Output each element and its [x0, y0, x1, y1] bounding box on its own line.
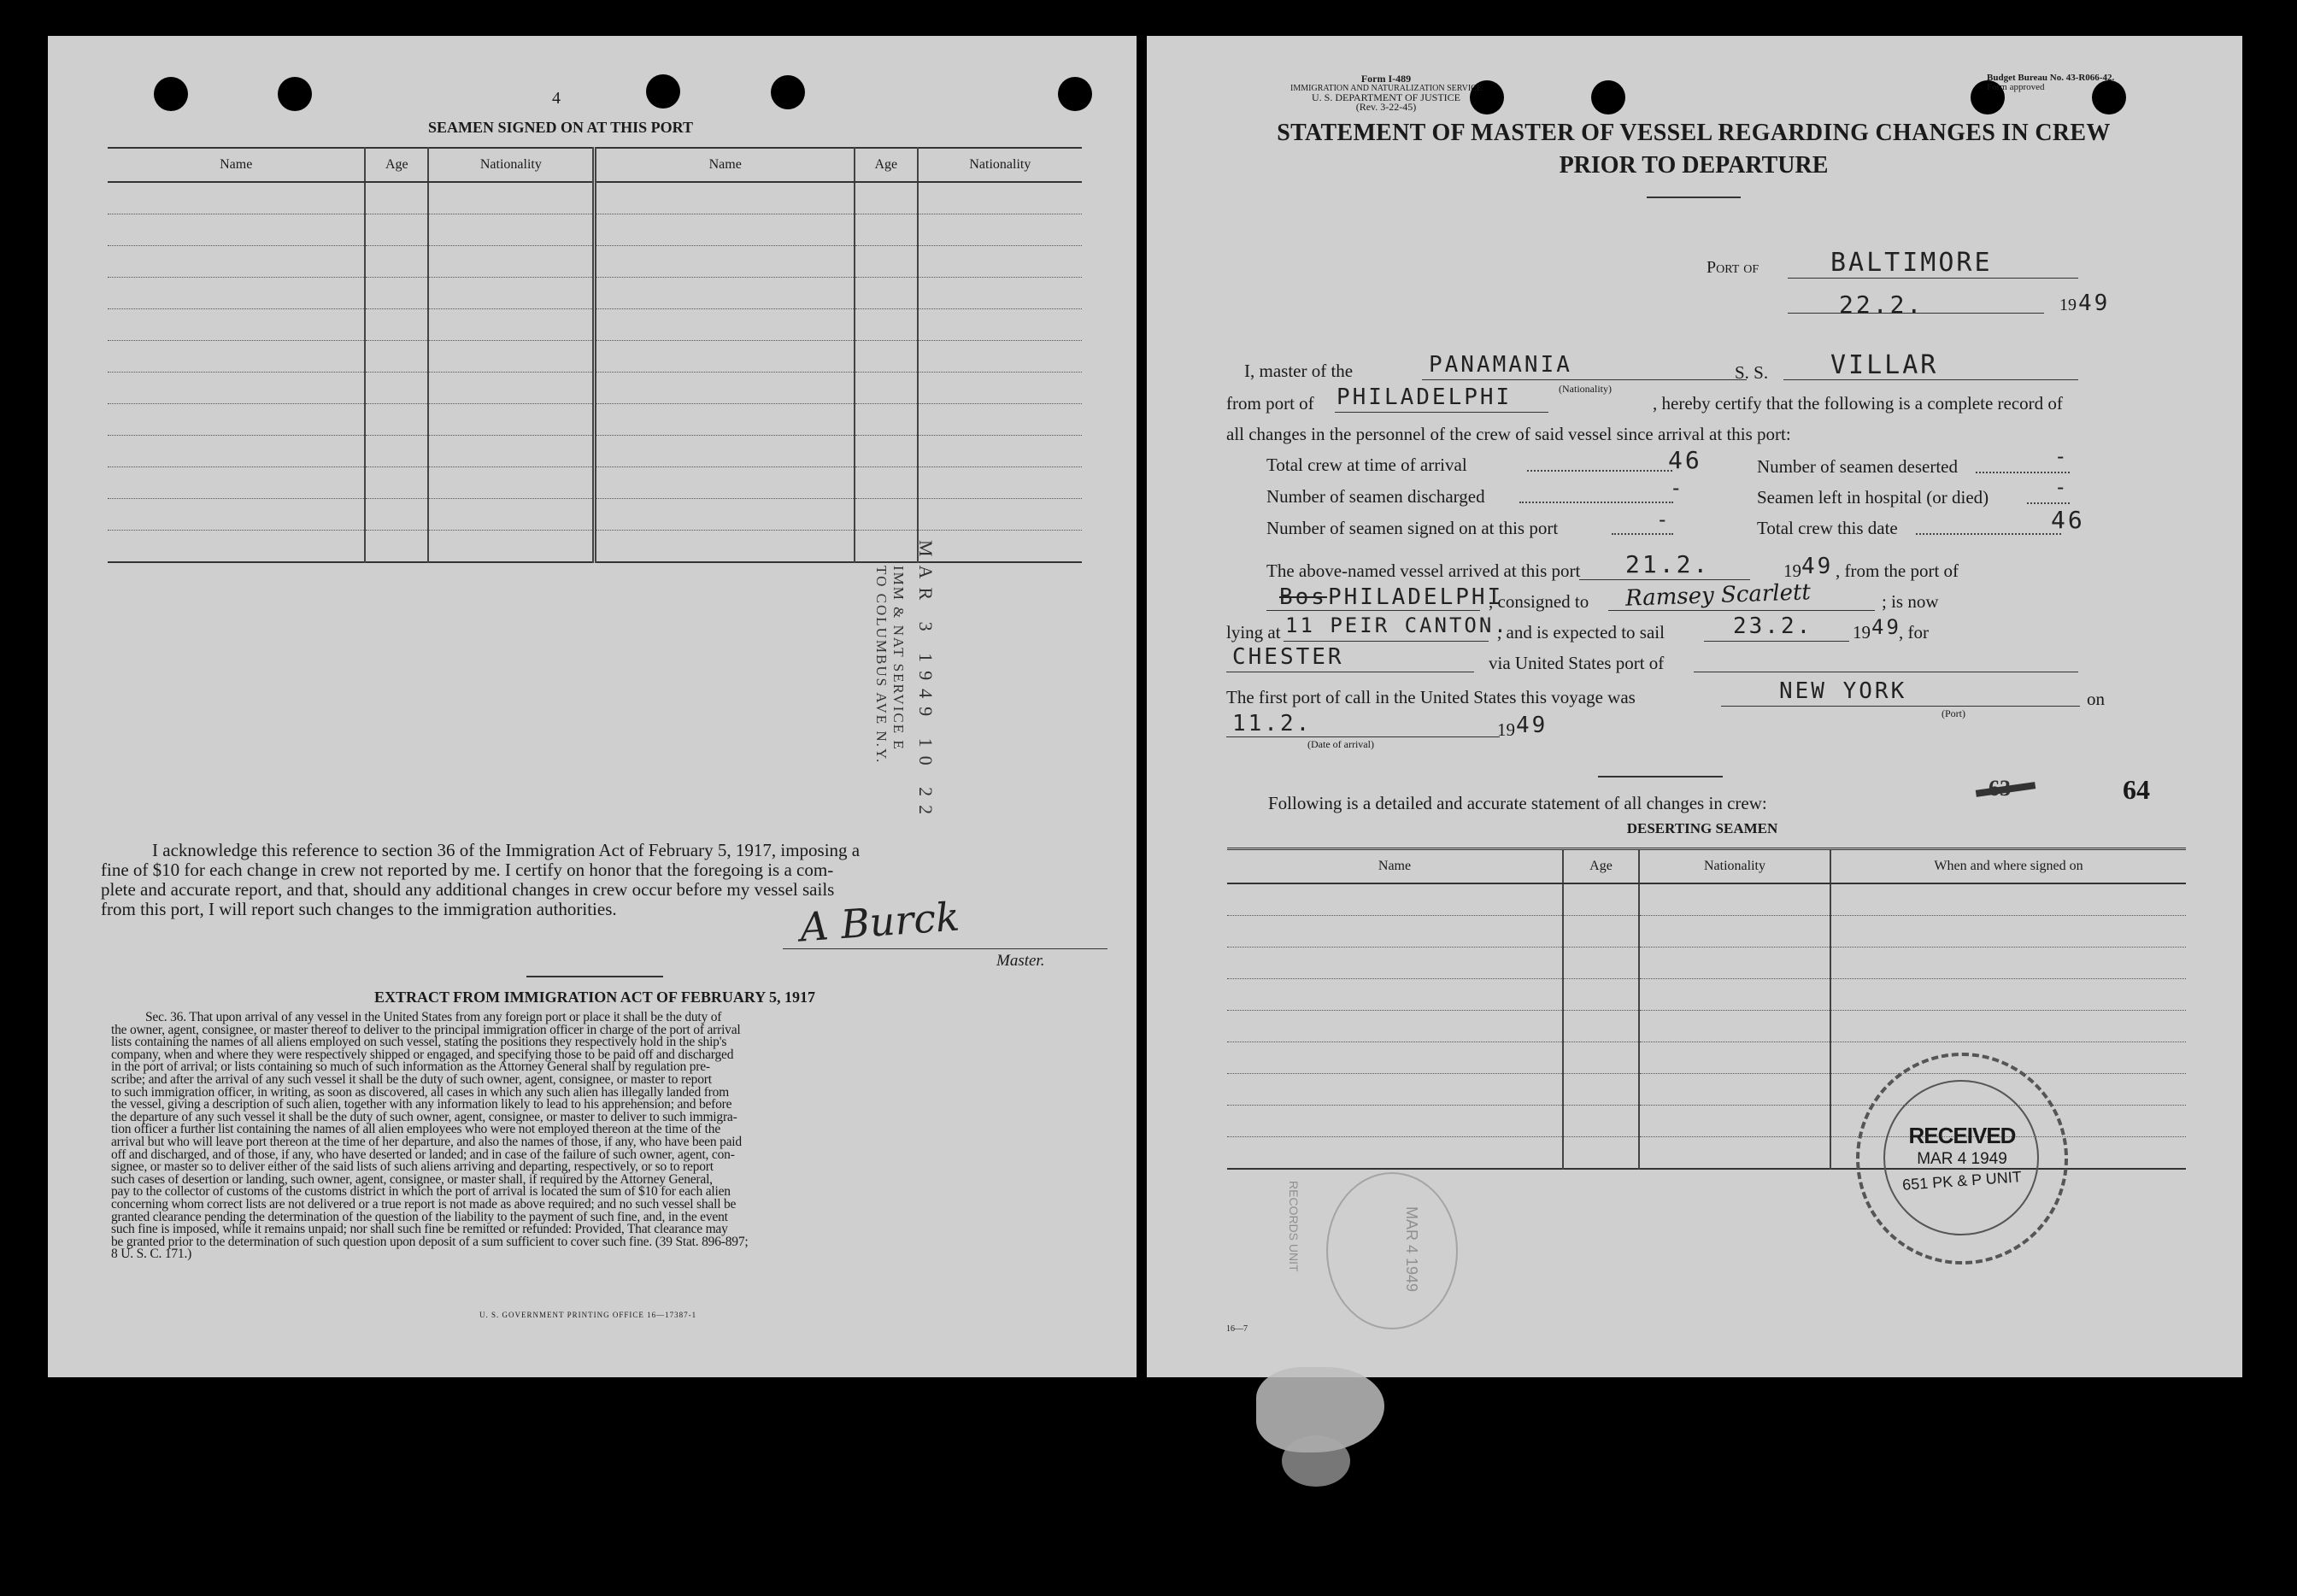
punch-hole	[1591, 80, 1625, 114]
table-cell	[1227, 1011, 1563, 1042]
table-cell	[428, 531, 595, 563]
table-cell	[918, 467, 1082, 499]
table-row	[108, 436, 1082, 467]
extract-line: such fine is imposed, while it remains unpaid; nor shall such fine be remitted or refunded: Provided, That clearance may	[111, 1222, 728, 1237]
table-cell	[1227, 948, 1563, 979]
table-cell	[428, 309, 595, 341]
extract-body	[111, 1012, 1097, 1261]
table-cell	[108, 214, 365, 246]
seamen-signed-table	[108, 147, 1082, 563]
table-cell	[918, 436, 1082, 467]
right-page	[1147, 36, 2242, 1377]
port-caption: (Port)	[1942, 707, 1965, 719]
vertical-stamp-date: MAR 3 1949 10 22	[915, 540, 937, 824]
extract-line: pay to the collector of customs of the customs district in which the port of arrival is located the sum of $10 for each alien	[111, 1184, 731, 1200]
table-cell	[108, 278, 365, 309]
sail-year: 49	[1871, 615, 1901, 639]
extract-line: company, when and where they were respectively shipped or engaged, and specifying those to be paid off and discharged	[111, 1047, 734, 1062]
table-cell	[1639, 1074, 1830, 1106]
table-cell	[855, 182, 918, 214]
arrived-value: 21.2.	[1625, 550, 1711, 578]
table-cell	[595, 404, 855, 436]
following-text: Following is a detailed and accurate statement of all changes in crew:	[1268, 793, 1767, 813]
punch-hole	[154, 77, 188, 111]
table-row	[1227, 883, 2186, 916]
on-label: on	[2087, 689, 2105, 709]
nationality-caption: (Nationality)	[1559, 383, 1612, 395]
ss-label: S. S.	[1735, 362, 1769, 383]
table-cell	[428, 467, 595, 499]
first-date-line	[1226, 736, 1500, 737]
table-row	[108, 404, 1082, 436]
faint-stamp	[1258, 1164, 1480, 1335]
is-now-label: ; is now	[1882, 591, 1939, 612]
faint-stamp-unit: RECORDS UNIT	[1287, 1181, 1301, 1272]
table-cell	[1639, 1106, 1830, 1137]
punch-hole	[771, 75, 805, 109]
table-cell	[855, 436, 918, 467]
for-label: , for	[1899, 622, 1929, 643]
table-cell	[108, 309, 365, 341]
ack-line: fine of $10 for each change in crew not reported by me. I certify on honor that the foregoing is a com-	[101, 860, 834, 880]
certify-text: , hereby certify that the following is a complete record of	[1653, 393, 2063, 414]
table-cell	[365, 309, 428, 341]
table-row	[108, 214, 1082, 246]
table-cell	[595, 214, 855, 246]
table-cell	[595, 309, 855, 341]
table-cell	[855, 499, 918, 531]
table-cell	[855, 309, 918, 341]
first-date-value: 11.2.	[1232, 711, 1313, 736]
table-cell	[1563, 1042, 1639, 1074]
table-row	[1227, 1011, 2186, 1042]
col-age: Age	[855, 148, 918, 182]
stamp-date: MAR 4 1949	[1917, 1150, 2007, 1168]
table-cell	[1563, 883, 1639, 916]
col-name: Name	[108, 148, 365, 182]
table-cell	[1563, 948, 1639, 979]
punch-hole	[1058, 77, 1092, 111]
signature-line	[783, 948, 1107, 949]
table-row	[108, 467, 1082, 499]
table-cell	[595, 278, 855, 309]
arrived-year: 49	[1801, 554, 1834, 579]
consigned-label: , consigned to	[1489, 591, 1589, 612]
form-header	[1232, 74, 1540, 112]
table-cell	[108, 467, 365, 499]
table-cell	[1227, 1074, 1563, 1106]
year-prefix: 19	[2059, 296, 2077, 314]
from-port-value: PHILADELPHI	[1336, 384, 1513, 410]
table-cell	[1227, 883, 1563, 916]
master-label: Master.	[996, 952, 1045, 970]
stat-value: -	[1670, 476, 1685, 500]
col-name: Name	[595, 148, 855, 182]
table-cell	[918, 246, 1082, 278]
table-cell	[108, 404, 365, 436]
form-title: STATEMENT OF MASTER OF VESSEL REGARDING CHANGES IN CREW	[1277, 120, 2111, 146]
table-cell	[855, 214, 918, 246]
divider	[526, 976, 663, 977]
stat-label: Total crew this date	[1757, 518, 1898, 538]
table-cell	[1563, 1137, 1639, 1170]
from-port-label: from port of	[1226, 393, 1314, 414]
stamp-received: RECEIVED	[1908, 1123, 2016, 1148]
expected-label: , and is expected to sail	[1497, 622, 1665, 643]
table-cell	[428, 182, 595, 214]
table-row	[108, 246, 1082, 278]
table-cell	[428, 373, 595, 404]
table-cell	[918, 341, 1082, 373]
leader-dots	[1976, 472, 2070, 473]
stat-label: Number of seamen discharged	[1266, 486, 1485, 507]
table-cell	[855, 246, 918, 278]
table-cell	[1227, 1042, 1563, 1074]
table-cell	[365, 278, 428, 309]
table-cell	[108, 373, 365, 404]
leader-dots	[2027, 502, 2070, 504]
table-row	[108, 309, 1082, 341]
table-cell	[1639, 916, 1830, 948]
port-value: BALTIMORE	[1830, 248, 1993, 278]
table-cell	[595, 436, 855, 467]
table-cell	[1639, 979, 1830, 1011]
table-cell	[428, 436, 595, 467]
year-value: 49	[2078, 290, 2111, 316]
from-the-port-label: , from the port of	[1836, 560, 1959, 581]
date-caption: (Date of arrival)	[1307, 738, 1374, 750]
nationality-line	[1422, 379, 1747, 380]
table-cell	[365, 436, 428, 467]
page-number: 4	[552, 89, 561, 108]
table-row	[1227, 979, 2186, 1011]
table-cell	[1830, 948, 2186, 979]
table-cell	[365, 182, 428, 214]
extract-line: the departure of any such vessel it shall be the duty of such owner, agent, consignee, or master to deliver to such immigra-	[111, 1109, 737, 1124]
table-cell	[1639, 1042, 1830, 1074]
table-cell	[365, 246, 428, 278]
stamp-line: IMM & NAT SERVICE E	[890, 566, 907, 751]
col-age: Age	[365, 148, 428, 182]
divider	[1647, 197, 1741, 198]
all-changes-text: all changes in the personnel of the crew of said vessel since arrival at this port:	[1226, 424, 1791, 444]
nationality-value: PANAMANIA	[1429, 352, 1572, 378]
master-of-label: I, master of the	[1244, 361, 1354, 381]
master-signature: A Burck	[798, 893, 961, 951]
leader-dots	[1612, 533, 1673, 535]
stat-label: Seamen left in hospital (or died)	[1757, 487, 1989, 508]
extract-line: granted clearance pending the determination of the question of the liability to the payment of such fine, and, in the event	[111, 1209, 728, 1224]
table-cell	[1639, 1137, 1830, 1170]
table-cell	[428, 499, 595, 531]
stat-value: -	[2054, 444, 2070, 468]
col-age: Age	[1563, 849, 1639, 884]
table-cell	[918, 309, 1082, 341]
table-cell	[428, 278, 595, 309]
first-port-label: The first port of call in the United States this voyage was	[1226, 687, 1636, 707]
extract-line: tion officer a further list containing the names of all alien employees who were not employed thereon at the time of the	[111, 1122, 721, 1137]
stamp-line: TO COLUMBUS AVE N.Y.	[873, 566, 890, 765]
col-signed-on: When and where signed on	[1830, 849, 2186, 884]
col-name: Name	[1227, 849, 1563, 884]
table-cell	[428, 246, 595, 278]
extract-line: concerning whom correct lists are not delivered or a true report is not made as above required; and no such vessel shall be	[111, 1196, 737, 1212]
extract-line: off and discharged, and of those, if any, who have deserted or landed; and in case of the failure of such owner, agent, con-	[111, 1147, 735, 1162]
stat-value: 46	[2051, 506, 2085, 534]
punch-hole	[646, 74, 680, 109]
table-cell	[1563, 1074, 1639, 1106]
via-label: via United States port of	[1489, 653, 1665, 673]
table-cell	[855, 278, 918, 309]
table-cell	[108, 246, 365, 278]
table-cell	[1830, 979, 2186, 1011]
destination-value: CHESTER	[1232, 644, 1344, 670]
table-cell	[855, 373, 918, 404]
budget-number: Budget Bureau No. 43-R066-42.	[1987, 73, 2115, 83]
vertical-stamp	[872, 566, 907, 764]
section-title: SEAMEN SIGNED ON AT THIS PORT	[428, 119, 693, 136]
left-page	[48, 36, 1137, 1377]
lying-at-label: lying at	[1226, 622, 1281, 643]
table-cell	[365, 467, 428, 499]
table-row	[108, 373, 1082, 404]
table-row	[108, 182, 1082, 214]
port-line	[1788, 278, 2078, 279]
table-cell	[365, 531, 428, 563]
table-cell	[1563, 1011, 1639, 1042]
first-year: 49	[1516, 713, 1548, 738]
table-cell	[918, 499, 1082, 531]
table-cell	[918, 278, 1082, 309]
table-row	[108, 278, 1082, 309]
date-value: 22.2.	[1839, 290, 1924, 319]
table-cell	[855, 531, 918, 563]
table-cell	[365, 341, 428, 373]
table-cell	[428, 404, 595, 436]
stat-label: Total crew at time of arrival	[1266, 455, 1467, 475]
stamp-unit: 651 PK & P UNIT	[1901, 1168, 2023, 1194]
arrived-label: The above-named vessel arrived at this port	[1266, 560, 1581, 581]
table-cell	[918, 214, 1082, 246]
extract-line: arrival but who will leave port thereon at the time of her departure, and also the names of those, if any, who have been paid	[111, 1134, 742, 1149]
table-row	[108, 341, 1082, 373]
extract-line: in the port of arrival; or lists containing so much of such information as the Attorney General shall by regulation pre-	[111, 1059, 710, 1075]
table-cell	[108, 531, 365, 563]
extract-line: the owner, agent, consignee, or master thereof to deliver to the principal immigration officer in charge of the port of arrival	[111, 1022, 741, 1037]
table-cell	[365, 214, 428, 246]
location-value: 11 PEIR CANTON.	[1285, 613, 1509, 637]
arrived-line	[1579, 579, 1750, 580]
agency-line: U. S. DEPARTMENT OF JUSTICE	[1312, 91, 1460, 103]
extract-line: Sec. 36. That upon arrival of any vessel in the United States from any foreign port or place it shall be the duty of	[145, 1010, 722, 1024]
budget-header	[1987, 73, 2114, 92]
table-cell	[428, 214, 595, 246]
revision: (Rev. 3-22-45)	[1355, 101, 1417, 113]
vessel-value: VILLAR	[1830, 350, 1939, 380]
table-cell	[595, 531, 855, 563]
table-row	[108, 499, 1082, 531]
form-subtitle: PRIOR TO DEPARTURE	[1559, 152, 1829, 179]
table-row	[1227, 948, 2186, 979]
extract-title: EXTRACT FROM IMMIGRATION ACT OF FEBRUARY 5, 1917	[373, 989, 816, 1006]
form-approved: Form approved	[1987, 82, 2045, 92]
table-cell	[108, 341, 365, 373]
extract-line: be granted prior to the determination of such question upon deposit of a sum sufficient to cover such fine. (39 Stat. 896-897;	[111, 1234, 749, 1249]
table-cell	[108, 436, 365, 467]
col-nationality: Nationality	[1639, 849, 1830, 884]
table-cell	[1227, 979, 1563, 1011]
leader-dots	[1519, 502, 1673, 503]
location-line	[1284, 641, 1489, 642]
from-port-line	[1335, 412, 1548, 413]
table-cell	[1639, 1011, 1830, 1042]
stat-value: -	[1656, 508, 1671, 531]
year-prefix: 19	[1853, 622, 1871, 643]
table-cell	[918, 373, 1082, 404]
extract-line: 8 U. S. C. 171.)	[111, 1247, 192, 1262]
table-cell	[365, 404, 428, 436]
table-cell	[365, 373, 428, 404]
table-row	[1227, 1042, 2186, 1074]
table-cell	[1227, 916, 1563, 948]
table-cell	[855, 404, 918, 436]
table-cell	[595, 373, 855, 404]
table-cell	[1830, 883, 2186, 916]
paper-damage	[1282, 1435, 1350, 1487]
table-cell	[595, 341, 855, 373]
extract-line: signee, or master so to deliver either of the said lists of such aliens arriving and departing, respectively, or so to report	[111, 1159, 714, 1175]
extract-line: the vessel, giving a description of such alien, together with any information likely to lead to his apprehension; and before	[111, 1097, 732, 1112]
table-cell	[595, 246, 855, 278]
ack-line: I acknowledge this reference to section 36 of the Immigration Act of February 5, 1917, imposing a	[152, 840, 861, 860]
table-row	[1227, 916, 2186, 948]
ack-line: plete and accurate report, and that, should any additional changes in crew occur before my vessel sails	[101, 879, 835, 900]
first-port-value: NEW YORK	[1779, 678, 1907, 704]
consignee-value: Ramsey Scarlett	[1624, 579, 1812, 612]
printer-line: U. S. GOVERNMENT PRINTING OFFICE 16—17387-1	[479, 1311, 697, 1319]
deserting-title: DESERTING SEAMEN	[1626, 820, 1778, 836]
table-cell	[855, 467, 918, 499]
stat-value: 46	[1668, 446, 1702, 474]
table-cell	[1830, 1011, 2186, 1042]
stat-label: Number of seamen deserted	[1757, 456, 1958, 477]
faint-stamp-date: MAR 4 1949	[1403, 1206, 1420, 1293]
table-cell	[108, 182, 365, 214]
table-cell	[1563, 1106, 1639, 1137]
col-nationality: Nationality	[918, 148, 1082, 182]
punch-hole	[278, 77, 312, 111]
divider	[1598, 776, 1723, 777]
leader-dots	[1916, 533, 2061, 535]
stat-value: -	[2054, 475, 2070, 499]
page-count: 64	[2123, 774, 2150, 805]
table-cell	[918, 404, 1082, 436]
table-cell	[595, 182, 855, 214]
first-port-line	[1721, 706, 2080, 707]
extract-line: lists containing the names of all aliens employed on such vessel, stating the positions they respectively hold in the ship's	[111, 1035, 727, 1050]
footer-code: 16—7	[1226, 1324, 1248, 1334]
table-cell	[918, 531, 1082, 563]
table-cell	[428, 341, 595, 373]
year-prefix: 19	[1497, 719, 1515, 740]
table-cell	[595, 467, 855, 499]
prev-port-line	[1266, 610, 1480, 611]
extract-line: such cases of desertion or landing, such owner, agent, consignee, or master shall, if required by the Attorney General,	[111, 1171, 713, 1187]
stat-label: Number of seamen signed on at this port	[1266, 518, 1559, 538]
table-cell	[1227, 1106, 1563, 1137]
table-cell	[108, 499, 365, 531]
table-cell	[1639, 883, 1830, 916]
table-cell	[365, 499, 428, 531]
struck-port: Bos	[1279, 584, 1327, 610]
agency-line: IMMIGRATION AND NATURALIZATION SERVICE	[1290, 84, 1482, 93]
sail-date-value: 23.2.	[1733, 613, 1813, 639]
prev-port-value: PHILADELPHI	[1328, 584, 1504, 610]
leader-dots	[1527, 470, 1672, 472]
extract-line: to such immigration officer, in writing, as soon as discovered, all cases in which any such alien has illegally landed from	[111, 1084, 730, 1100]
table-cell	[918, 182, 1082, 214]
sail-date-line	[1704, 641, 1849, 642]
ack-line: from this port, I will report such changes to the immigration authorities.	[101, 899, 617, 919]
table-cell	[855, 341, 918, 373]
received-stamp	[1856, 1053, 2068, 1264]
table-cell	[1563, 979, 1639, 1011]
table-cell	[1563, 916, 1639, 948]
form-number: Form I-489	[1360, 73, 1412, 85]
extract-line: scribe; and after the arrival of any such vessel it shall be the duty of such owner, agent, consignee, or master to report	[111, 1071, 712, 1087]
port-label: Port of	[1707, 258, 1759, 277]
col-nationality: Nationality	[428, 148, 595, 182]
table-cell	[595, 499, 855, 531]
table-cell	[1639, 948, 1830, 979]
table-cell	[1830, 916, 2186, 948]
year-prefix: 19	[1783, 560, 1801, 581]
